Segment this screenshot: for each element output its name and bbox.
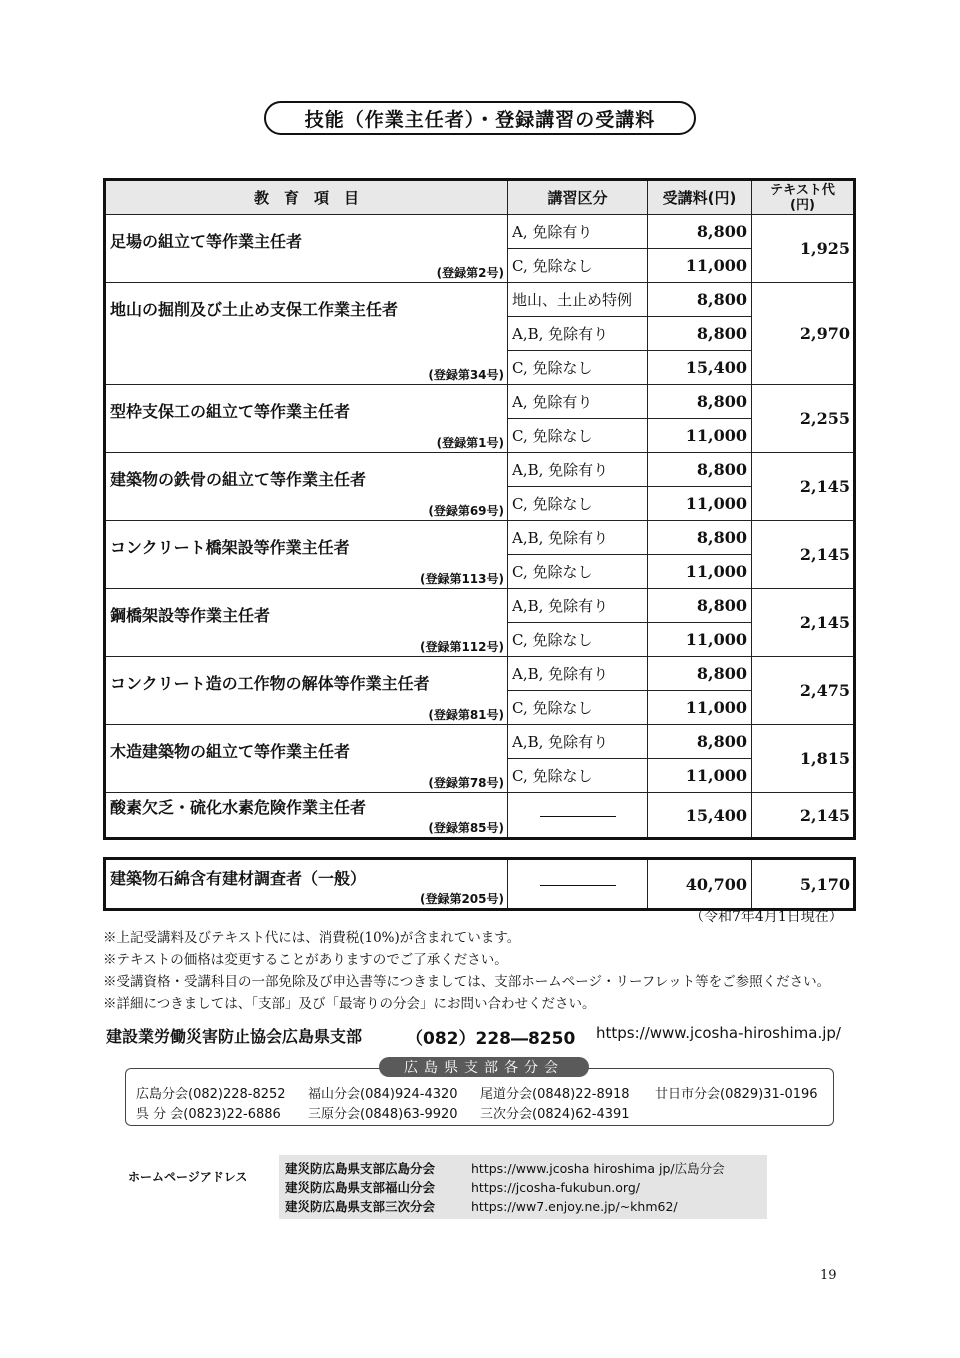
course-category: A, 免除有り [508, 385, 648, 419]
course-name-cell [105, 589, 508, 657]
course-category: A,B, 免除有り [508, 725, 648, 759]
text-fee-value: 2,145 [752, 793, 855, 839]
table-row [105, 859, 855, 910]
header-item: 教 育 項 目 [105, 180, 508, 215]
course-name-cell [105, 453, 508, 521]
course-name-cell [105, 385, 508, 453]
text-fee-value: 1,815 [752, 725, 855, 793]
homepage-row [285, 1197, 678, 1215]
header-category: 講習区分 [508, 180, 648, 215]
course-category: C, 免除なし [508, 759, 648, 793]
course-name: 鋼橋架設等作業主任者 [110, 606, 271, 625]
course-name-cell [105, 725, 508, 793]
course-name: 型枠支保工の組立て等作業主任者 [110, 402, 351, 421]
branch-row [136, 1083, 818, 1102]
course-category: A,B, 免除有り [508, 589, 648, 623]
note-line: ※受講資格・受講科目の一部免除及び申込書等につきましては、支部ホームページ・リーフレット等をご参照ください。 [103, 974, 831, 990]
fee-value: 11,000 [648, 555, 752, 589]
page-title: 技能（作業主任者）・登録講習の受講料 [264, 101, 696, 135]
page-number: 19 [820, 1268, 837, 1283]
branch-contact: 尾道分会(0848)22-8918 [480, 1087, 630, 1102]
table-row [105, 215, 855, 249]
website-link[interactable]: https://www.jcosha-hiroshima.jp/ [596, 1024, 841, 1042]
registration-number: (登録第69号) [428, 504, 504, 518]
course-category: C, 免除なし [508, 555, 648, 589]
course-name-cell [105, 657, 508, 725]
course-name: 酸素欠乏・硫化水素危険作業主任者 [110, 798, 367, 817]
fee-value: 15,400 [648, 351, 752, 385]
course-category: 地山、土止め特例 [508, 283, 648, 317]
header-fee: 受講料(円) [648, 180, 752, 215]
table-row [105, 283, 855, 317]
course-name-cell [105, 521, 508, 589]
course-category: C, 免除なし [508, 351, 648, 385]
course-category: C, 免除なし [508, 487, 648, 521]
table-row [105, 725, 855, 759]
homepage-row [285, 1178, 640, 1196]
fee-value: 11,000 [648, 623, 752, 657]
registration-number: (登録第205号) [419, 892, 504, 906]
organization-name: 建設業労働災害防止協会広島県支部 [106, 1027, 363, 1046]
course-category: C, 免除なし [508, 419, 648, 453]
registration-number: (登録第85号) [428, 821, 504, 835]
fee-value: 8,800 [648, 215, 752, 249]
course-name: コンクリート造の工作物の解体等作業主任者 [110, 674, 430, 693]
homepage-row [285, 1159, 725, 1177]
table-row [105, 657, 855, 691]
branches-title: 広島県支部各分会 [379, 1057, 589, 1077]
fee-value: 8,800 [648, 725, 752, 759]
branch-contact: 三原分会(0848)63-9920 [308, 1107, 458, 1122]
fee-value: 11,000 [648, 759, 752, 793]
as-of-date: （令和7年4月1日現在） [690, 909, 843, 925]
notes [103, 927, 830, 1015]
table-row [105, 453, 855, 487]
category-none [508, 859, 648, 910]
note-line: ※詳細につきましては、「支部」及び「最寄りの分会」にお問い合わせください。 [103, 996, 596, 1012]
course-category: A,B, 免除有り [508, 317, 648, 351]
course-name: 足場の組立て等作業主任者 [110, 232, 303, 251]
course-name-cell [105, 793, 508, 839]
homepage-url[interactable]: https://jcosha-fukubun.org/ [471, 1180, 640, 1195]
registration-number: (登録第81号) [428, 708, 504, 722]
course-name-cell [105, 283, 508, 385]
fee-value: 11,000 [648, 419, 752, 453]
fee-value: 8,800 [648, 283, 752, 317]
course-category: C, 免除なし [508, 623, 648, 657]
fee-value: 8,800 [648, 521, 752, 555]
homepage-box [279, 1155, 767, 1219]
registration-number: (登録第78号) [428, 776, 504, 790]
note-line: ※上記受講料及びテキスト代には、消費税(10%)が含まれています。 [103, 930, 521, 946]
text-fee-value: 2,145 [752, 453, 855, 521]
course-name: 建築物の鉄骨の組立て等作業主任者 [110, 470, 367, 489]
note-line: ※テキストの価格は変更することがありますのでご了承ください。 [103, 952, 508, 968]
registration-number: (登録第1号) [436, 436, 504, 450]
course-name: 木造建築物の組立て等作業主任者 [110, 742, 351, 761]
text-fee-value: 2,145 [752, 521, 855, 589]
fee-value: 8,800 [648, 589, 752, 623]
table-row [105, 589, 855, 623]
homepage-url[interactable]: https://www.jcosha hiroshima jp/広島分会 [471, 1161, 725, 1176]
homepage-url[interactable]: https://ww7.enjoy.ne.jp/~khm62/ [471, 1199, 678, 1214]
fee-table [103, 178, 856, 840]
header-text: テキスト代 (円) [752, 180, 855, 215]
fee-value: 40,700 [648, 859, 752, 910]
registration-number: (登録第34号) [428, 368, 504, 382]
course-category: C, 免除なし [508, 249, 648, 283]
branch-contact: 三次分会(0824)62-4391 [480, 1107, 630, 1122]
course-category: A,B, 免除有り [508, 657, 648, 691]
text-fee-value: 1,925 [752, 215, 855, 283]
text-fee-value: 2,145 [752, 589, 855, 657]
fee-value: 11,000 [648, 249, 752, 283]
fee-value: 15,400 [648, 793, 752, 839]
registration-number: (登録第113号) [419, 572, 504, 586]
asbestos-table [103, 857, 856, 911]
course-category: A,B, 免除有り [508, 521, 648, 555]
registration-number: (登録第2号) [436, 266, 504, 280]
table-row [105, 385, 855, 419]
registration-number: (登録第112号) [419, 640, 504, 654]
contact-line [106, 1024, 856, 1047]
text-fee-value: 2,970 [752, 283, 855, 385]
branch-row [136, 1103, 655, 1122]
course-category: C, 免除なし [508, 691, 648, 725]
fee-value: 11,000 [648, 487, 752, 521]
table-row [105, 793, 855, 839]
fee-value: 8,800 [648, 657, 752, 691]
fee-value: 8,800 [648, 453, 752, 487]
course-name-cell [105, 859, 508, 910]
course-name: 建築物石綿含有建材調査者（一般） [110, 869, 367, 888]
branch-contact: 呉 分 会(0823)22-6886 [136, 1107, 281, 1122]
phone-number: （082）228―8250 [406, 1029, 576, 1049]
course-category: A,B, 免除有り [508, 453, 648, 487]
fee-value: 8,800 [648, 317, 752, 351]
table-row [105, 521, 855, 555]
fee-value: 8,800 [648, 385, 752, 419]
course-name: 地山の掘削及び土止め支保工作業主任者 [110, 300, 399, 319]
category-none [508, 793, 648, 839]
text-fee-value: 2,255 [752, 385, 855, 453]
branch-contact: 廿日市分会(0829)31-0196 [655, 1087, 818, 1102]
course-name: コンクリート橋架設等作業主任者 [110, 538, 350, 557]
course-category: A, 免除有り [508, 215, 648, 249]
homepage-name: 建災防広島県支部福山分会 [285, 1180, 436, 1195]
branch-contact: 福山分会(084)924-4320 [308, 1087, 458, 1102]
homepage-label: ホームページアドレス [128, 1170, 248, 1184]
text-fee-value: 2,475 [752, 657, 855, 725]
branch-contact: 広島分会(082)228-8252 [136, 1087, 286, 1102]
text-fee-value: 5,170 [752, 859, 855, 910]
homepage-name: 建災防広島県支部広島分会 [285, 1161, 436, 1176]
fee-value: 11,000 [648, 691, 752, 725]
table-header-row [105, 180, 855, 215]
course-name-cell [105, 215, 508, 283]
homepage-name: 建災防広島県支部三次分会 [285, 1199, 436, 1214]
